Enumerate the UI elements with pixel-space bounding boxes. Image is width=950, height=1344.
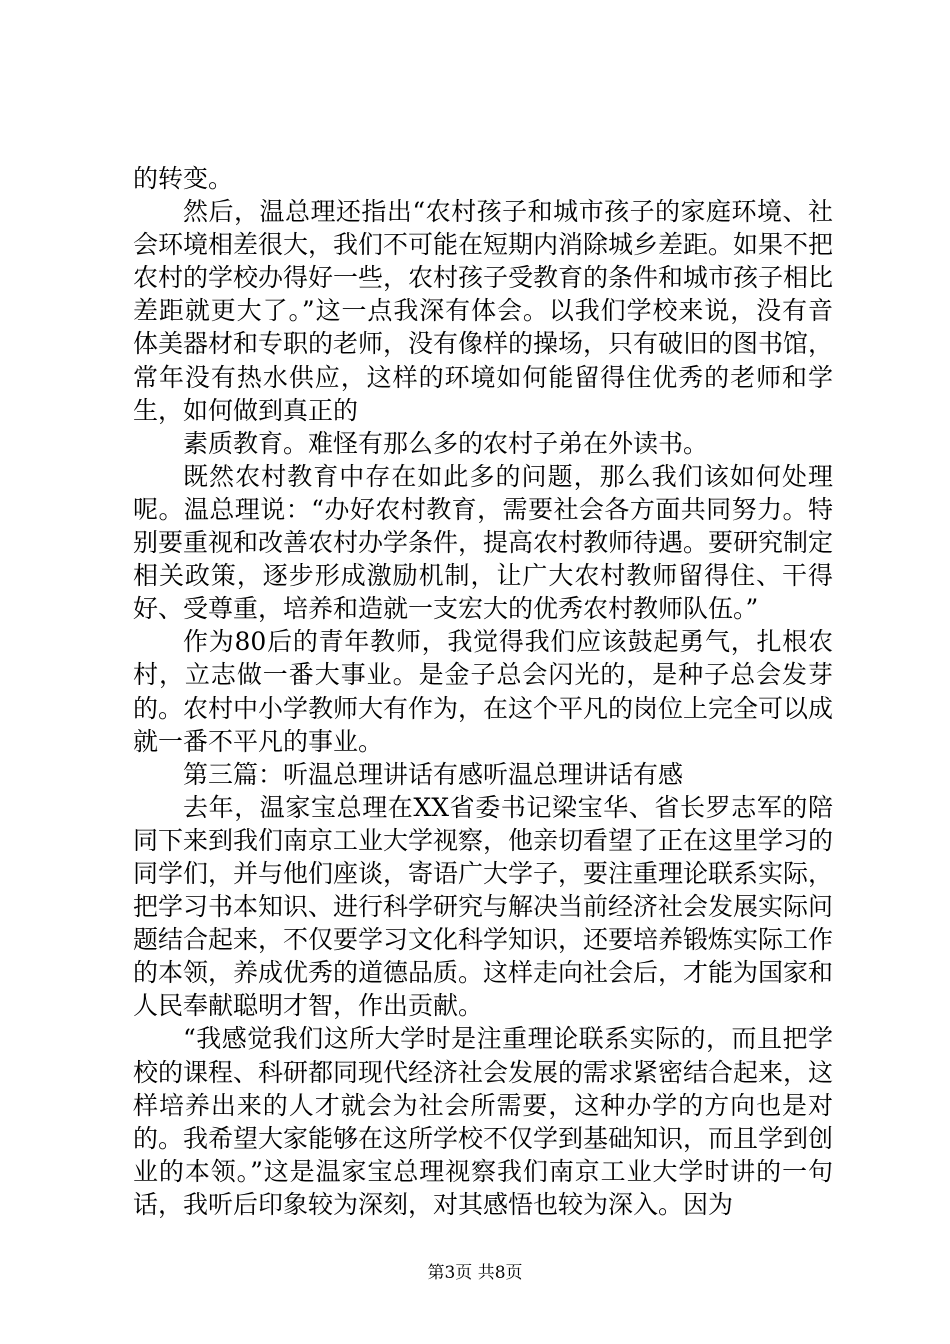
section-heading: 第三篇：听温总理讲话有感听温总理讲话有感 [183, 759, 684, 789]
paragraph-3: 素质教育。难怪有那么多的农村子弟在外读书。 [183, 428, 709, 458]
paragraph-2: 然后，温总理还指出“农村孩子和城市孩子的家庭环境、社会环境相差很大，我们不可能在短期内消除城乡差距。如果不把农村的学校办得好一些，农村孩子受教育的条件和城市孩子相比差距就更大了。”这一点我深有体会。以我们学校来说，没有音体美器材和专职的老师，没有像样的操场，只有破旧的图书馆，常年没有热水供应，这样的环境如何能留得住优秀的老师和学生，如何做到真正的 [133, 197, 834, 425]
document-body [133, 162, 833, 1221]
paragraph-1: 的转变。 [133, 164, 234, 193]
paragraph-7: 去年，温家宝总理在XX省委书记梁宝华、省长罗志军的陪同下来到我们南京工业大学视察，他亲切看望了正在这里学习的同学们，并与他们座谈，寄语广大学子，要注重理论联系实际，把学习书本知识、进行科学研究与解决当前经济社会发展实际问题结合起来，不仅要学习文化科学知识，还要培养锻炼实际工作的本领，养成优秀的道德品质。这样走向社会后，才能为国家和人民奉献聪明才智，作出贡献。 [133, 792, 834, 1021]
paragraph-8: “我感觉我们这所大学时是注重理论联系实际的，而且把学校的课程、科研都同现代经济社会发展的需求紧密结合起来，这样培养出来的人才就会为社会所需要，这种办学的方向也是对的。我希望大家能够在这所学校不仅学到基础知识，而且学到创业的本领。”这是温家宝总理视察我们南京工业大学时讲的一句话，我听后印象较为深刻，对其感悟也较为深入。因为 [133, 1024, 834, 1219]
page-footer: 第3页 共8页 [427, 1263, 523, 1283]
paragraph-5: 作为80后的青年教师，我觉得我们应该鼓起勇气，扎根农村，立志做一番大事业。是金子总会闪光的，是种子总会发芽的。农村中小学教师大有作为，在这个平凡的岗位上完全可以成就一番不平凡的事业。 [133, 627, 834, 756]
paragraph-4: 既然农村教育中存在如此多的问题，那么我们该如何处理呢。温总理说：“办好农村教育，需要社会各方面共同努力。特别要重视和改善农村办学条件，提高农村教师待遇。要研究制定相关政策，逐步形成激励机制，让广大农村教师留得住、干得好、受尊重，培养和造就一支宏大的优秀农村教师队伍。” [133, 461, 834, 624]
